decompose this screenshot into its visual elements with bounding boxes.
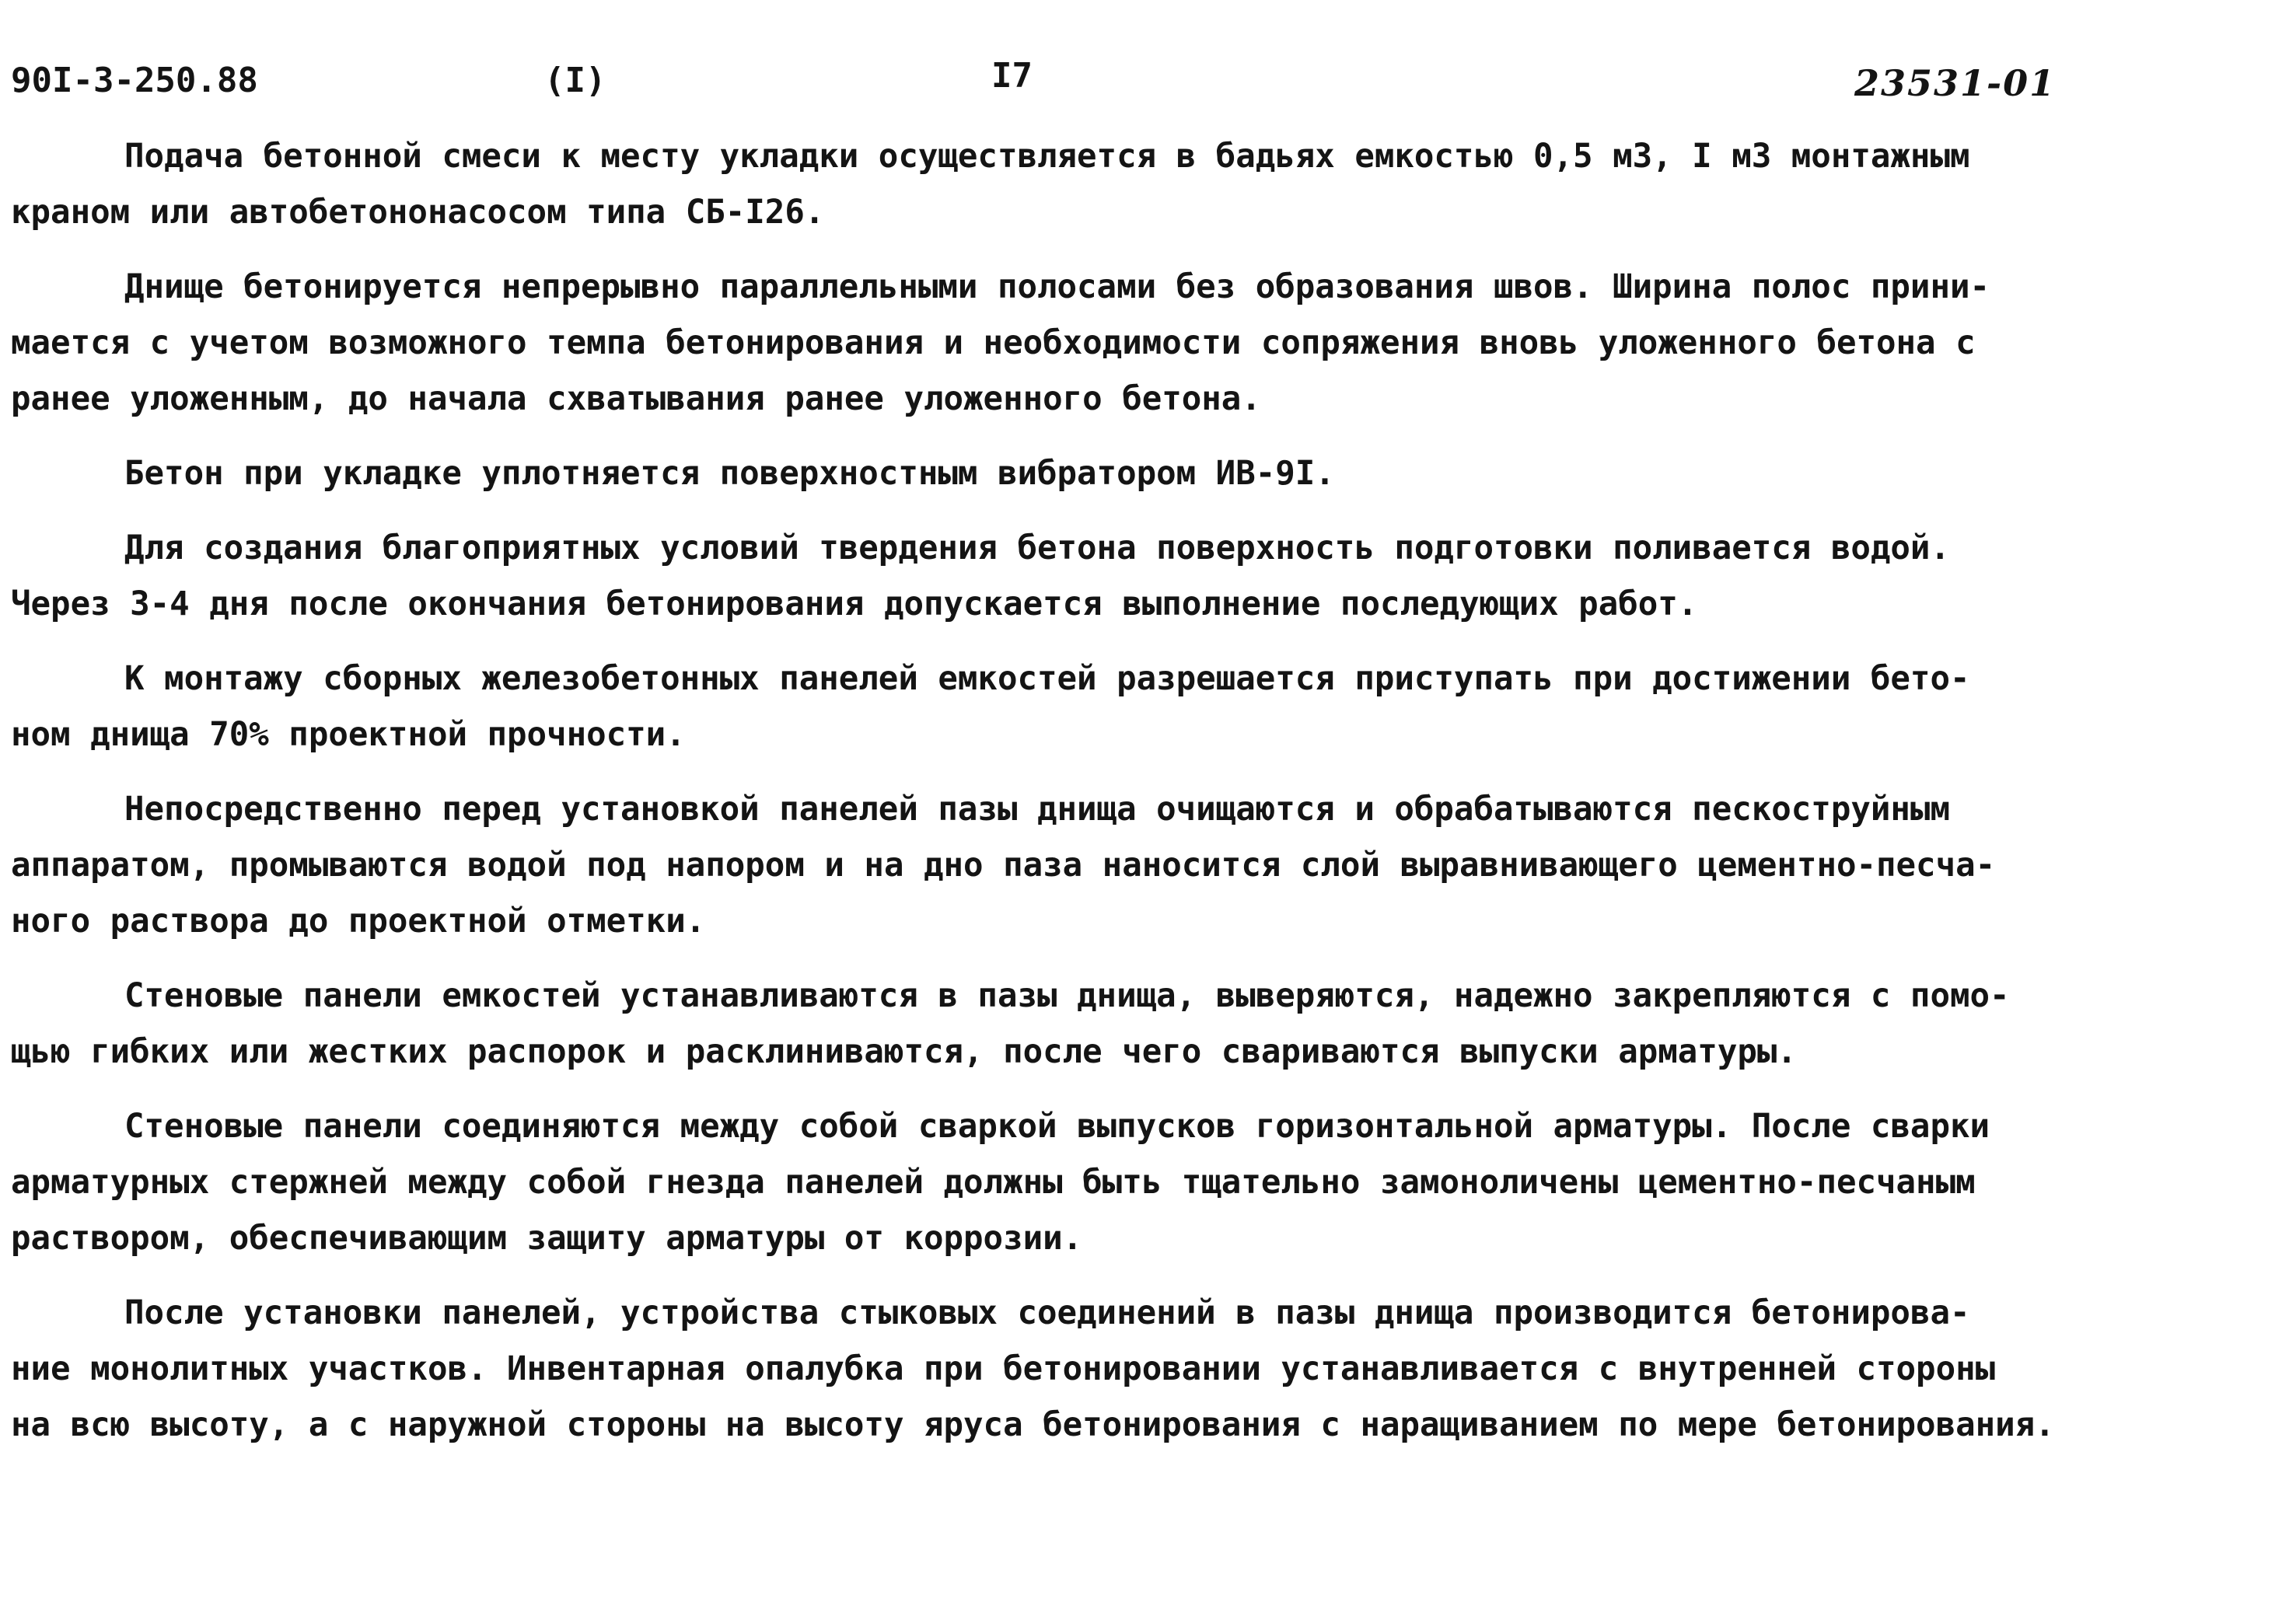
text-line: Бетон при укладке уплотняется поверхностным вибратором ИВ-9I. (124, 454, 1335, 492)
text-line: краном или автобетононасосом типа СБ-I26. (11, 193, 825, 231)
text-line: ранее уложенным, до начала схватывания ранее уложенного бетона. (11, 379, 1261, 417)
paragraph-wall-panel-installation (11, 968, 2285, 1080)
paragraph-panel-mounting-strength (11, 651, 2285, 763)
paragraph-monolithic-sections (11, 1285, 2285, 1453)
text-line: К монтажу сборных железобетонных панелей емкостей разрешается приступать при достижении бето- (124, 659, 1970, 697)
handwritten-inventory-number: 23531-01 (1854, 62, 2057, 104)
page-number: I7 (991, 56, 1033, 96)
text-line: Подача бетонной смеси к месту укладки осуществляется в бадьях емкостью 0,5 м3, I м3 монтажным (124, 137, 1970, 175)
text-line: Непосредственно перед установкой панелей пазы днища очищаются и обрабатываются пескоструйным (124, 790, 1950, 828)
text-line: аппаратом, промываются водой под напором и на дно паза наносится слой выравнивающего цементно-песча- (11, 846, 1996, 884)
body-text (11, 128, 2285, 1471)
text-line: арматурных стержней между собой гнезда панелей должны быть тщательно замоноличены цементно-песчаным (11, 1163, 1976, 1201)
text-line: раствором, обеспечивающим защиту арматуры от коррозии. (11, 1219, 1083, 1257)
document-code: 90I-3-250.88 (11, 61, 258, 100)
text-line: Днище бетонируется непрерывно параллельными полосами без образования швов. Ширина полос прини- (124, 267, 1990, 305)
text-line: ного раствора до проектной отметки. (11, 902, 706, 940)
text-line: Для создания благоприятных условий твердения бетона поверхность подготовки поливается водой. (124, 529, 1950, 567)
text-line: ние монолитных участков. Инвентарная опалубка при бетонировании устанавливается с внутренней стороны (11, 1349, 1996, 1387)
paragraph-bottom-concreting (11, 259, 2285, 427)
paragraph-concrete-supply (11, 128, 2285, 240)
paragraph-groove-preparation (11, 781, 2285, 949)
paragraph-compaction (11, 445, 2285, 501)
text-line: ном днища 70% проектной прочности. (11, 715, 686, 753)
text-line: на всю высоту, а с наружной стороны на высоту яруса бетонирования с наращиванием по мере бетонирования. (11, 1405, 2055, 1443)
text-line: мается с учетом возможного темпа бетонирования и необходимости сопряжения вновь уложенного бетона с (11, 323, 1976, 361)
paragraph-panel-welding (11, 1098, 2285, 1266)
text-line: Через 3-4 дня после окончания бетонирования допускается выполнение последующих работ. (11, 585, 1698, 623)
text-line: щью гибких или жестких распорок и расклиниваются, после чего свариваются выпуски арматуры. (11, 1032, 1797, 1070)
text-line: Стеновые панели соединяются между собой сваркой выпусков горизонтальной арматуры. После сварки (124, 1107, 1990, 1145)
text-line: Стеновые панели емкостей устанавливаются в пазы днища, выверяются, надежно закрепляются с помо- (124, 976, 2010, 1014)
page-header (0, 56, 2296, 115)
paragraph-curing (11, 520, 2285, 632)
text-line: После установки панелей, устройства стыковых соединений в пазы днища производится бетонирова- (124, 1293, 1970, 1332)
sheet-marker: (I) (544, 61, 606, 100)
